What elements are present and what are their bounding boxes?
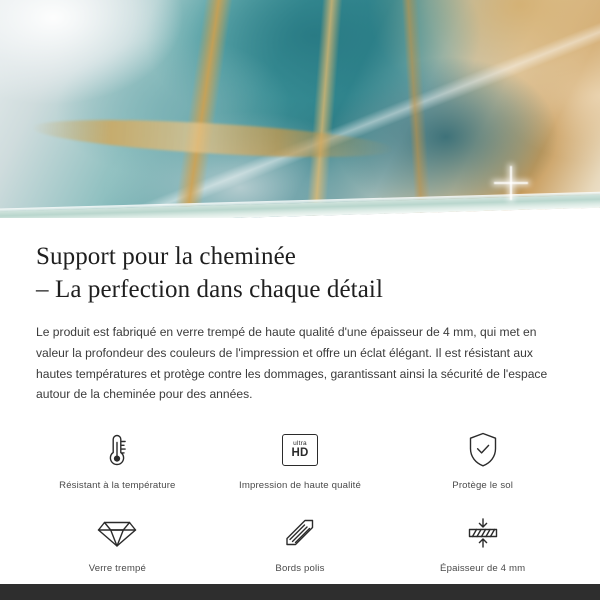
- feature-tempered-glass: [29, 510, 205, 575]
- feature-label: Verre trempé: [88, 563, 146, 575]
- feature-floor-protection: [395, 427, 571, 492]
- feature-grid: [0, 427, 600, 575]
- feature-label: Épaisseur de 4 mm: [440, 563, 526, 575]
- glass-panel-photo: [0, 0, 600, 218]
- diamond-icon: [96, 510, 138, 556]
- ultra-hd-badge-bottom: HD: [291, 446, 309, 459]
- feature-label: Bords polis: [275, 563, 325, 575]
- ultra-hd-badge-top: ultra: [293, 440, 307, 448]
- ultra-hd-icon: [282, 427, 318, 473]
- feature-temperature-resistant: [29, 427, 205, 492]
- page-title: [36, 240, 564, 306]
- feature-thickness: [395, 510, 571, 575]
- thermometer-icon: [102, 427, 132, 473]
- product-description: Le produit est fabriqué en verre trempé de haute qualité d'une épaisseur de 4 mm, qui met en valeur la profondeur des couleurs de l'impression et offre un éclat élégant. Il est résistant aux hautes températures et protège contre les dommages, garantissant ainsi la sécurité de l'espace autour de la cheminée pour des années.: [36, 325, 548, 402]
- feature-print-quality: [212, 427, 388, 492]
- text-content: [0, 218, 600, 405]
- thickness-icon: [462, 510, 504, 556]
- feature-label: Impression de haute qualité: [239, 480, 361, 492]
- marble-art-surface: [0, 0, 600, 218]
- page-title-line-1: Support pour la cheminée: [36, 243, 296, 270]
- polished-edges-icon: [283, 510, 317, 556]
- feature-polished-edges: [212, 510, 388, 575]
- feature-label: Protège le sol: [452, 480, 514, 492]
- footer-bar: [0, 584, 600, 600]
- hero-image: [0, 0, 600, 218]
- feature-label: Résistant à la température: [59, 480, 176, 492]
- page-title-line-2: – La perfection dans chaque détail: [36, 276, 383, 303]
- shield-check-icon: [465, 427, 501, 473]
